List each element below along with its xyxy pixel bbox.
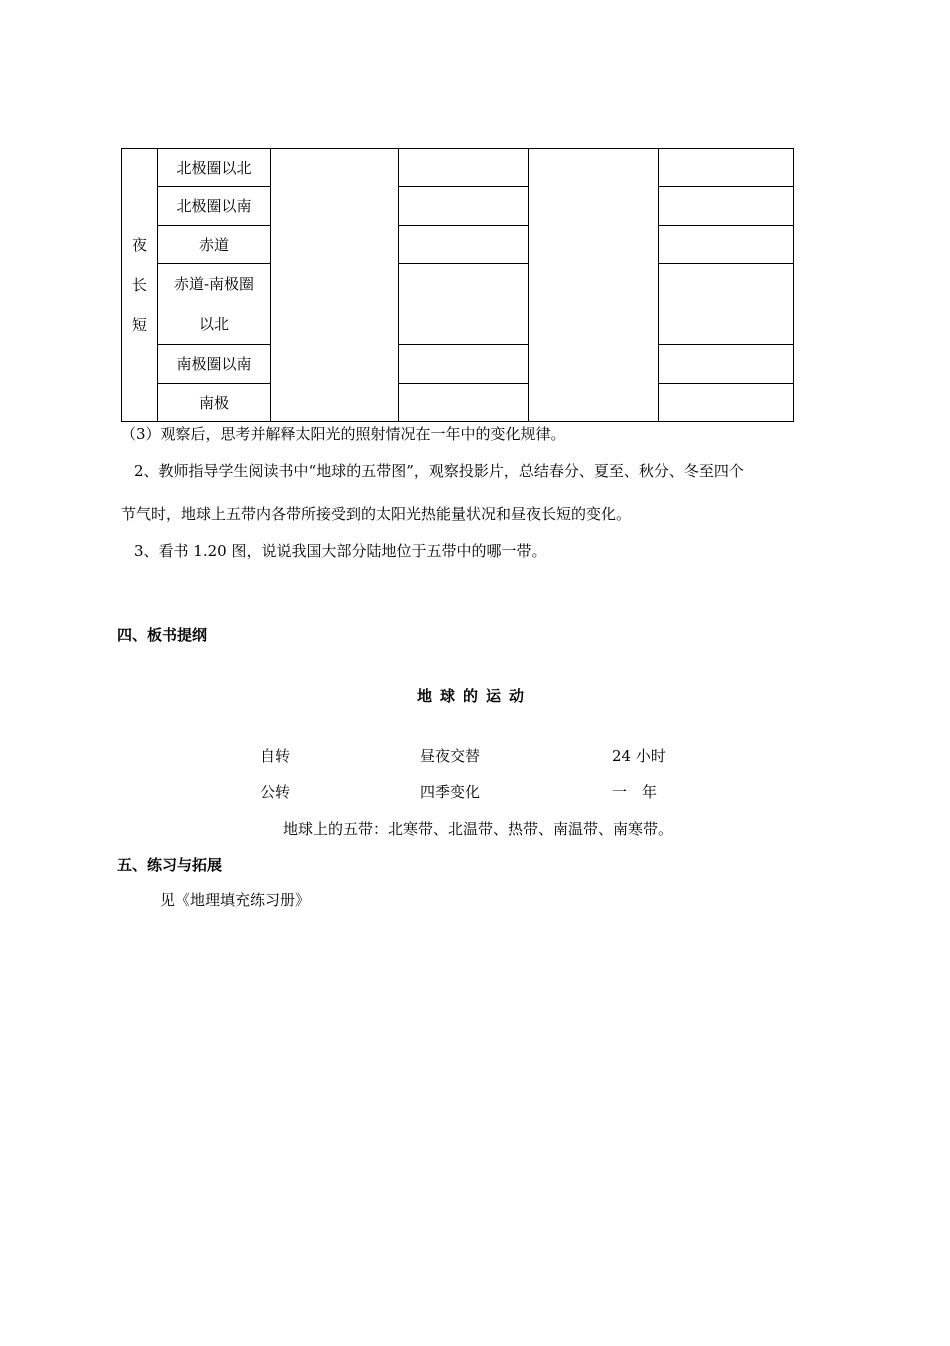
observe-note: （3）观察后，思考并解释太阳光的照射情况在一年中的变化规律。 — [121, 425, 566, 443]
item-3: 3、看书 1.20 图，说说我国大部分陆地位于五带中的哪一带。 — [134, 542, 547, 560]
blank-merged-cell — [529, 149, 659, 422]
blank-cell — [399, 226, 529, 264]
item-2-line-2: 节气时，地球上五带内各带所接受到的太阳光热能量状况和昼夜长短的变化。 — [121, 505, 632, 523]
row-label: 南极 — [158, 384, 271, 422]
daylight-table — [121, 148, 794, 422]
blank-cell — [399, 384, 529, 422]
outline-cell: 公转 — [260, 783, 291, 801]
side-label-cell — [122, 149, 158, 422]
exercise-reference: 见《地理填充练习册》 — [160, 891, 311, 909]
five-zones-line: 地球上的五带：北寒带、北温带、热带、南温带、南寒带。 — [283, 820, 674, 838]
blank-cell — [659, 187, 794, 226]
outline-cell: 自转 — [260, 747, 291, 765]
blank-cell — [399, 345, 529, 384]
section-4-heading: 四、板书提纲 — [117, 626, 208, 644]
blank-cell — [659, 345, 794, 384]
blank-merged-cell — [271, 149, 399, 422]
outline-cell: 昼夜交替 — [420, 747, 481, 765]
row-label-line: 赤道-南极圈 — [173, 275, 255, 293]
blank-cell — [659, 149, 794, 187]
blank-cell — [399, 187, 529, 226]
outline-cell: 一 年 — [612, 783, 658, 801]
blank-cell — [399, 264, 529, 345]
row-label: 南极圈以南 — [158, 345, 271, 384]
item-2-line-1: 2、教师指导学生阅读书中“地球的五带图”，观察投影片，总结春分、夏至、秋分、冬至四个 — [134, 462, 744, 480]
row-label — [158, 264, 271, 345]
row-label: 赤道 — [158, 226, 271, 264]
section-5-heading: 五、练习与拓展 — [117, 856, 223, 874]
outline-cell: 24 小时 — [612, 747, 666, 765]
blank-cell — [659, 264, 794, 345]
blank-cell — [659, 226, 794, 264]
side-label: 夜长短 — [131, 236, 147, 334]
outline-title: 地球的运动 — [417, 687, 533, 705]
outline-cell: 四季变化 — [420, 783, 481, 801]
blank-cell — [399, 149, 529, 187]
row-label-line: 以北 — [198, 315, 229, 333]
row-label: 北极圈以南 — [158, 187, 271, 226]
blank-cell — [659, 384, 794, 422]
row-label: 北极圈以北 — [158, 149, 271, 187]
